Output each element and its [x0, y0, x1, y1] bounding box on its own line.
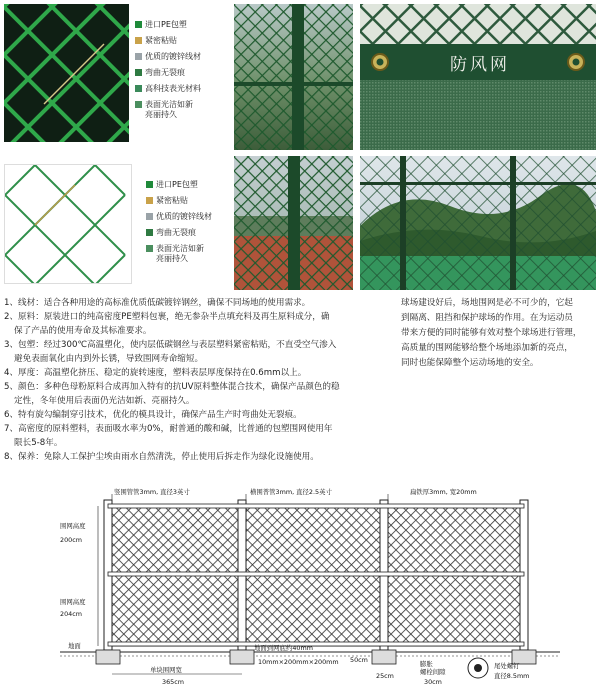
side-line: 球场建设好后，场地围网是必不可少的，它起 [401, 298, 573, 308]
court-fence-graphic [234, 156, 353, 290]
legend-bottom-item: 弯曲无裂痕 [146, 228, 196, 237]
feature-line: 1、线材：适合各种用途的高标准优质低碳镀锌钢丝，确保不同场地的使用需求。 [4, 298, 311, 308]
legend-bottom-item: 亮丽持久 [156, 254, 188, 263]
feature-line: 避免表面氧化由内到外长锈，导致围网寿命缩短。 [14, 354, 204, 364]
feature-line: 5、颜色：多种色母粉原料合成再加入特有的抗UV原料整体混合技术，确保产品颜色的稳 [4, 382, 340, 392]
swatch-icon [135, 69, 142, 76]
court-fence-photo [234, 156, 353, 290]
legend-top-item: 进口PE包塑 [135, 20, 187, 29]
diagram-gap: 50cm [350, 656, 368, 664]
swatch-icon [146, 229, 153, 236]
tennis-court-photo [360, 156, 596, 290]
diagram-base: 地面到网底约40mm [254, 644, 313, 652]
swatch-icon [135, 101, 142, 108]
legend-top [135, 20, 233, 140]
feature-line: 7、高密度的原料塑料，表面吸水率为0%，耐普通的酸和碱，比普通的包塑围网使用年 [4, 424, 333, 434]
side-line: 到隔离、阻挡和保护球场的作用。在为运动员 [401, 313, 573, 323]
legend-bottom-item: 优质的镀锌线材 [146, 212, 212, 221]
mesh-closeup-photo [4, 4, 129, 142]
diagram-height-upper: 200cm [60, 536, 82, 544]
legend-top-item: 弯曲无裂痕 [135, 68, 185, 77]
side-line: 带来方便的同时能够有效对整个球场进行管理， [401, 328, 582, 338]
legend-top-item: 表面光洁如新 [135, 100, 193, 109]
legend-bottom [146, 180, 236, 280]
diagram-anchor-dist: 30cm [424, 678, 442, 686]
tennis-court-graphic [360, 156, 596, 290]
swatch-icon [135, 85, 142, 92]
windbreak-graphic [360, 4, 596, 150]
diagram-bolt-dia: 直径8.5mm [494, 672, 530, 680]
fence-technical-diagram [0, 480, 600, 694]
diagram-span: 365cm [162, 678, 184, 686]
swatch-icon [135, 21, 142, 28]
swatch-icon [146, 213, 153, 220]
diagram-bolt-title: 尾处螺钉 [494, 662, 520, 670]
legend-top-item: 高科技表光材料 [135, 84, 201, 93]
legend-top-item: 紧密粘贴 [135, 36, 177, 45]
diagram-span-title: 单块围网宽 [150, 666, 182, 674]
windbreak-net-photo [360, 4, 596, 150]
feature-line: 8、保养：免除人工保护尘埃由雨水自然清洗，停止使用后拆走作为绿化设施使用。 [4, 452, 319, 462]
windbreak-banner-text: 防风网 [450, 55, 510, 75]
diagram-height-upper-title: 围网高度 [60, 522, 86, 530]
diagram-height-lower-title: 围网高度 [60, 598, 86, 606]
diagram-label-top-left: 竖围管管3mm, 直径3英寸 [114, 488, 190, 496]
feature-line: 4、厚度：高温塑化挤压、稳定的旋转速度，塑料表层厚度保持在0.6mm以上。 [4, 368, 307, 378]
fence-post-graphic [234, 4, 353, 150]
feature-line: 定性，冬年使用后表面仍光洁如新、亮丽持久。 [14, 396, 195, 406]
swatch-icon [135, 53, 142, 60]
diagram-mesh: 10mm×200mm×200mm [258, 658, 339, 666]
legend-bottom-item: 表面光洁如新 [146, 244, 204, 253]
fence-post-photo [234, 4, 353, 150]
legend-bottom-item: 进口PE包塑 [146, 180, 198, 189]
swatch-icon [146, 245, 153, 252]
mesh-illustration-graphic [5, 165, 132, 284]
legend-top-item: 亮丽持久 [145, 110, 177, 119]
feature-line: 3、包塑：经过300℃高温塑化，使内层低碳钢丝与表层塑料紧密粘贴，不直受空气渗入 [4, 340, 337, 350]
diagram-label-top-right: 扁铁厚3mm, 宽20mm [410, 488, 477, 496]
diagram-anchor-sub: 螺栓间隙 [420, 668, 446, 676]
swatch-icon [135, 37, 142, 44]
swatch-icon [146, 197, 153, 204]
diagram-anchor-title: 膨胀 [420, 660, 433, 668]
legend-bottom-item: 紧密粘贴 [146, 196, 188, 205]
mesh-closeup-graphic [4, 4, 129, 142]
diagram-foot: 25cm [376, 672, 394, 680]
feature-line: 6、特有旋勾编制穿引技术，优化的模具设计，确保产品生产时弯曲处无裂痕。 [4, 410, 302, 420]
diagram-height-lower: 204cm [60, 610, 82, 618]
side-line: 高质量的围网能够给整个场地添加新的亮点， [401, 343, 573, 353]
side-line: 同时也能保障整个运动场地的安全。 [401, 358, 539, 368]
legend-top-item: 优质的镀锌线材 [135, 52, 201, 61]
feature-line: 限长5-8年。 [14, 438, 63, 448]
feature-line: 保了产品的使用寿命及其标准要求。 [14, 326, 152, 336]
swatch-icon [146, 181, 153, 188]
mesh-illustration [4, 164, 132, 284]
feature-line: 2、原料：原装进口的纯高密度PE塑料包裹，绝无参杂半点填充料及再生原料成分，确 [4, 312, 330, 322]
diagram-label-top-mid: 横围普管3mm, 直径2.5英寸 [250, 488, 332, 496]
diagram-ground: 地面 [68, 642, 81, 650]
